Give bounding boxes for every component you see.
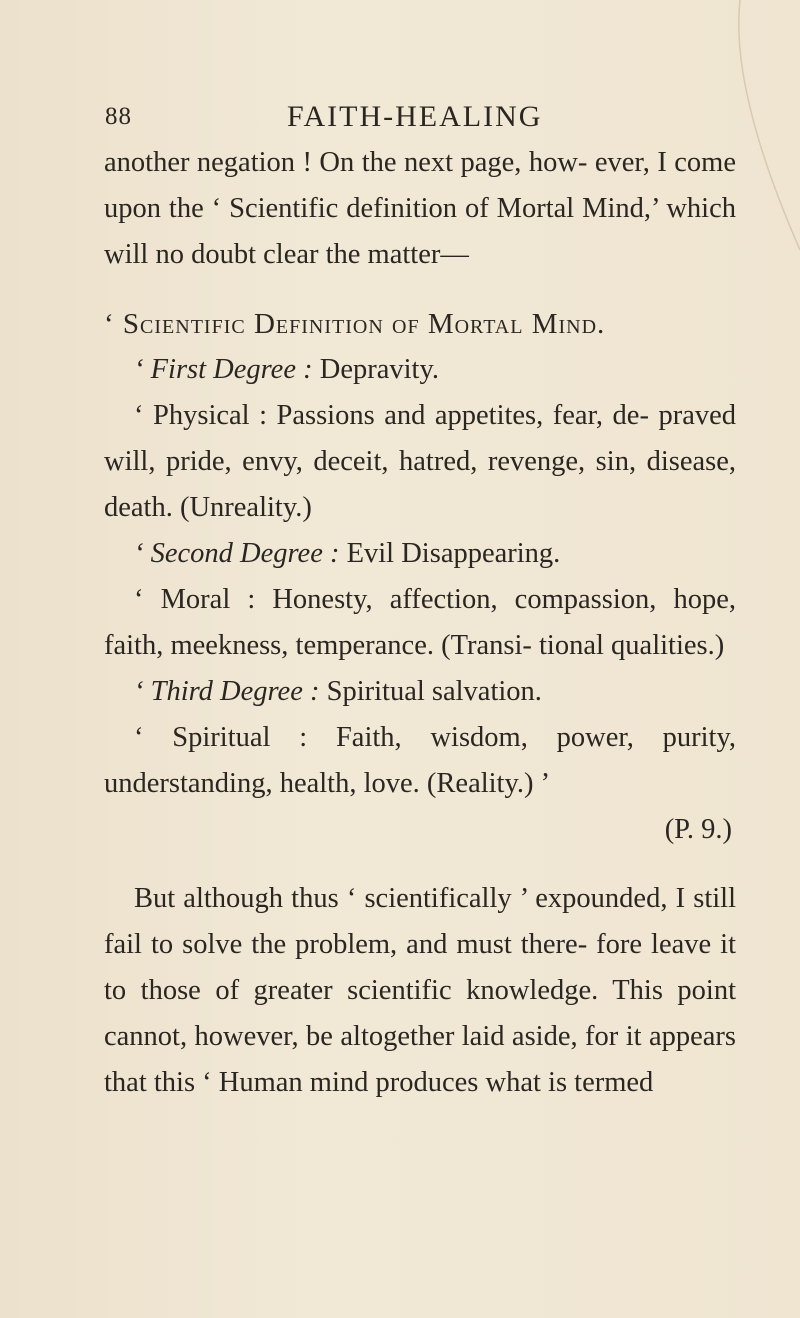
intro-paragraph: another negation ! On the next page, how- ever, I come upon the ‘ Scientific definition of Mortal Mind,’ which will no doubt clear the matter— (104, 147, 736, 270)
page-header (0, 100, 800, 140)
third-degree-label: ‘ Third Degree : (134, 676, 320, 707)
first-degree-label: ‘ First Degree : (134, 354, 313, 385)
second-degree-label: ‘ Second Degree : (134, 538, 340, 569)
running-head: FAITH-HEALING (287, 100, 543, 133)
third-degree-detail: ‘ Spiritual : Faith, wisdom, power, purity, understanding, health, love. (Reality.) ’ (104, 722, 736, 799)
third-degree-heading (104, 669, 736, 715)
first-degree-detail: ‘ Physical : Passions and appetites, fear, de- praved will, pride, envy, deceit, hatred, revenge, sin, disease, death. (Unreality.) (104, 400, 736, 523)
second-degree-name: Evil Disappearing. (339, 538, 561, 569)
conclusion-paragraph: But although thus ‘ scientifically ’ expounded, I still fail to solve the problem, and must there- fore leave it to those of greater scientific knowledge. This point cannot, however, be altogether laid aside, for it appears that this ‘ Human mind produces what is termed (104, 883, 736, 1098)
page-reference: (P. 9.) (664, 814, 732, 845)
second-degree-heading (104, 531, 736, 577)
page-number: 88 (105, 103, 132, 130)
paragraph-gap (104, 853, 736, 876)
definition-title: ‘ Scientific Definition of Mortal Mind. (104, 308, 606, 340)
body-text (104, 140, 736, 1106)
third-degree-name: Spiritual salvation. (319, 676, 542, 707)
second-degree-detail: ‘ Moral : Honesty, affection, compassion, hope, faith, meekness, temperance. (Transi- tional qualities.) (104, 584, 736, 661)
first-degree-heading (104, 347, 736, 393)
first-degree-name: Depravity. (312, 354, 439, 385)
paragraph-gap (104, 278, 736, 301)
